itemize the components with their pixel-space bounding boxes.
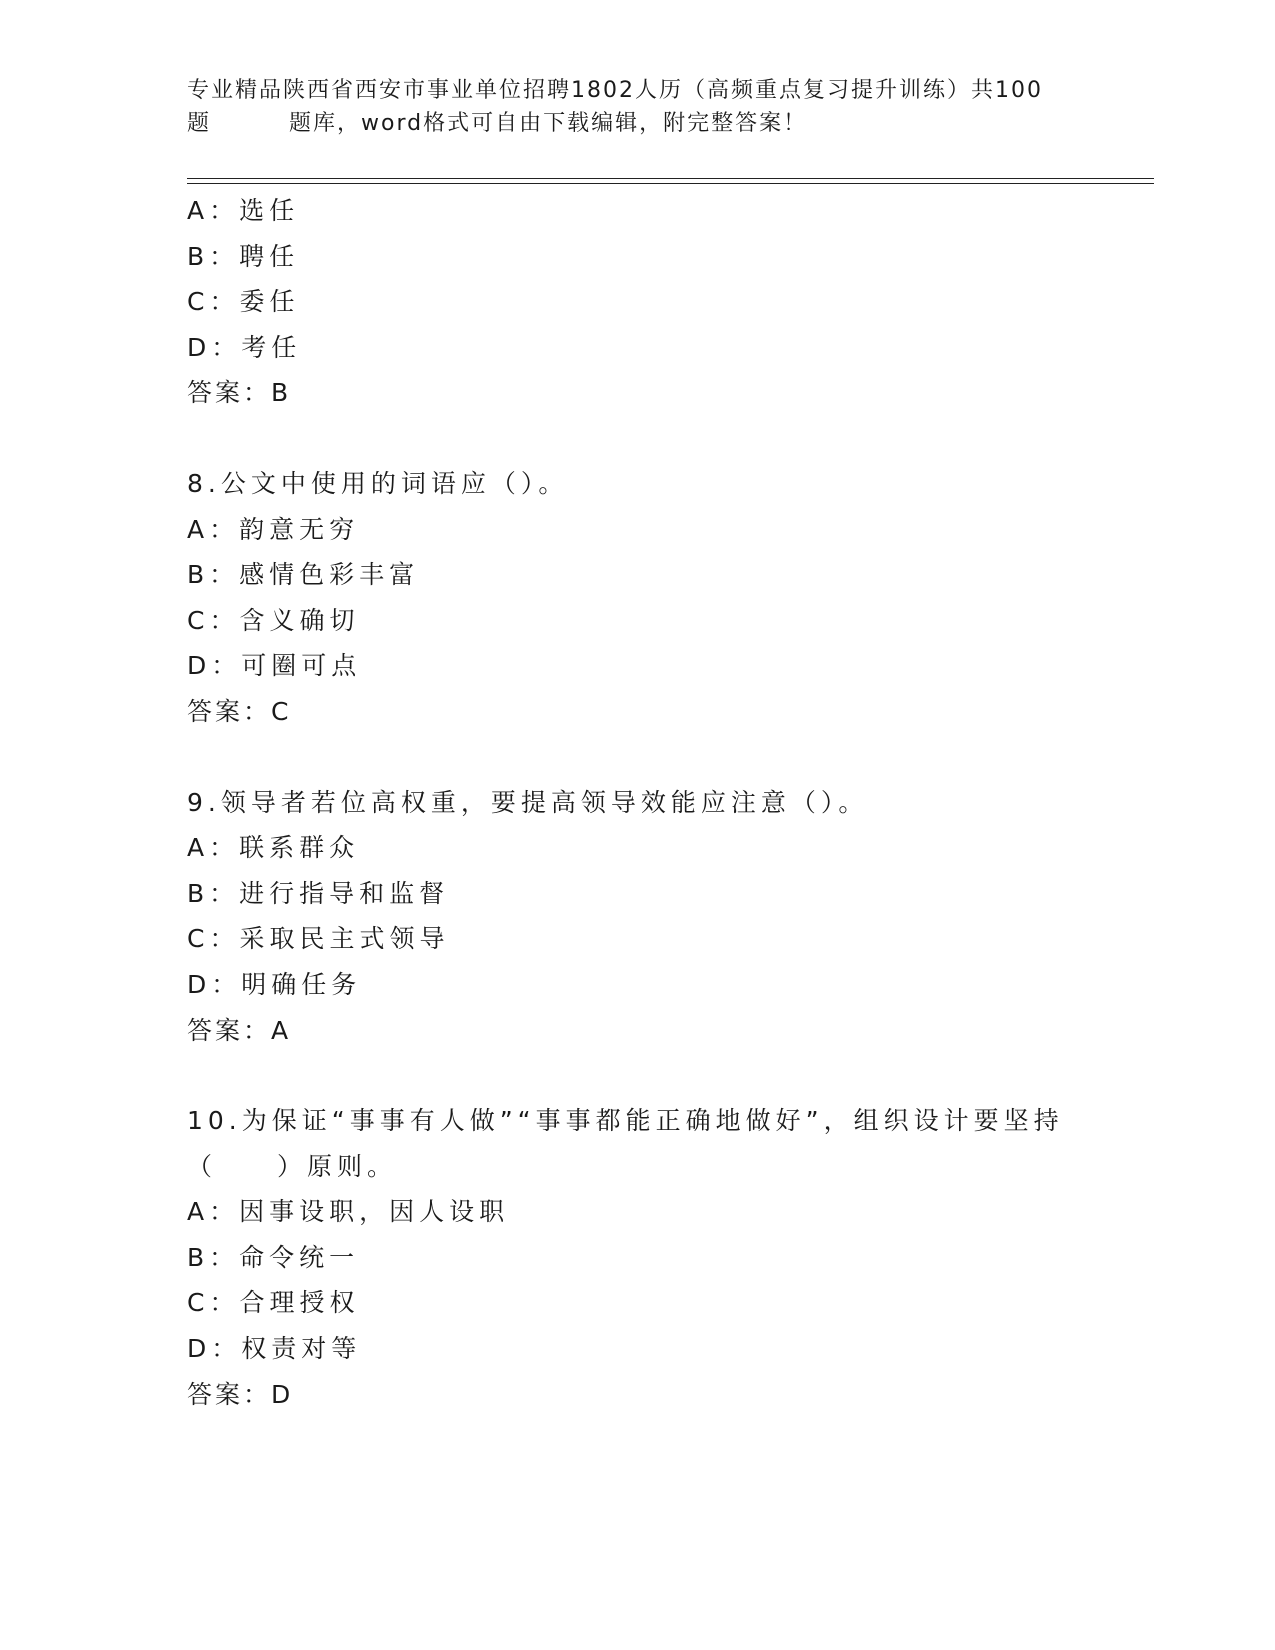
question-block-9 (187, 780, 1107, 1054)
option-b: B：进行指导和监督 (187, 878, 450, 908)
answer-line: 答案：D (187, 1379, 294, 1409)
question-block-8 (187, 461, 1107, 735)
header-title-line2 (187, 107, 1087, 140)
question-stem: 8.公文中使用的词语应（）。 (187, 468, 569, 498)
option-a: A：选任 (187, 196, 300, 225)
stem-paren-close: ）原则。 (277, 1151, 398, 1181)
question-block-7-continued (187, 188, 1107, 416)
option-c: C：采取民主式领导 (187, 924, 450, 954)
option-c: C：含义确切 (187, 605, 360, 635)
option-c: C：委任 (187, 287, 300, 317)
option-a: A：因事设职，因人设职 (187, 1197, 510, 1227)
stem-paren-open: （ (187, 1151, 218, 1181)
option-d: D：考任 (187, 332, 302, 362)
question-list (187, 188, 1107, 1417)
answer-line: 答案：B (187, 378, 292, 408)
header-title-line2-right: 题库，word格式可自由下载编辑，附完整答案！ (289, 111, 808, 136)
question-stem-line1: 10.为保证“事事有人做”“事事都能正确地做好”，组织设计要坚持 (187, 1106, 1064, 1136)
option-d: D：可圈可点 (187, 651, 362, 681)
question-stem-line2 (187, 1144, 1107, 1190)
option-b: B：命令统一 (187, 1242, 360, 1272)
option-d: D：权责对等 (187, 1334, 362, 1364)
option-a: A：韵意无穷 (187, 514, 360, 544)
header-divider-top (187, 178, 1154, 179)
option-b: B：感情色彩丰富 (187, 560, 420, 590)
question-block-10 (187, 1098, 1107, 1417)
answer-line: 答案：C (187, 696, 292, 726)
header-title-line1: 专业精品陕西省西安市事业单位招聘1802人历（高频重点复习提升训练）共100 (187, 78, 1043, 103)
option-d: D：明确任务 (187, 969, 362, 999)
question-stem: 9.领导者若位高权重，要提高领导效能应注意（）。 (187, 787, 869, 817)
option-b: B：聘任 (187, 241, 300, 271)
header-title-line2-left: 题 (187, 111, 212, 136)
document-header (187, 74, 1087, 140)
option-a: A：联系群众 (187, 833, 360, 863)
option-c: C：合理授权 (187, 1288, 360, 1318)
answer-line: 答案：A (187, 1015, 292, 1045)
header-divider-bottom (187, 183, 1154, 184)
